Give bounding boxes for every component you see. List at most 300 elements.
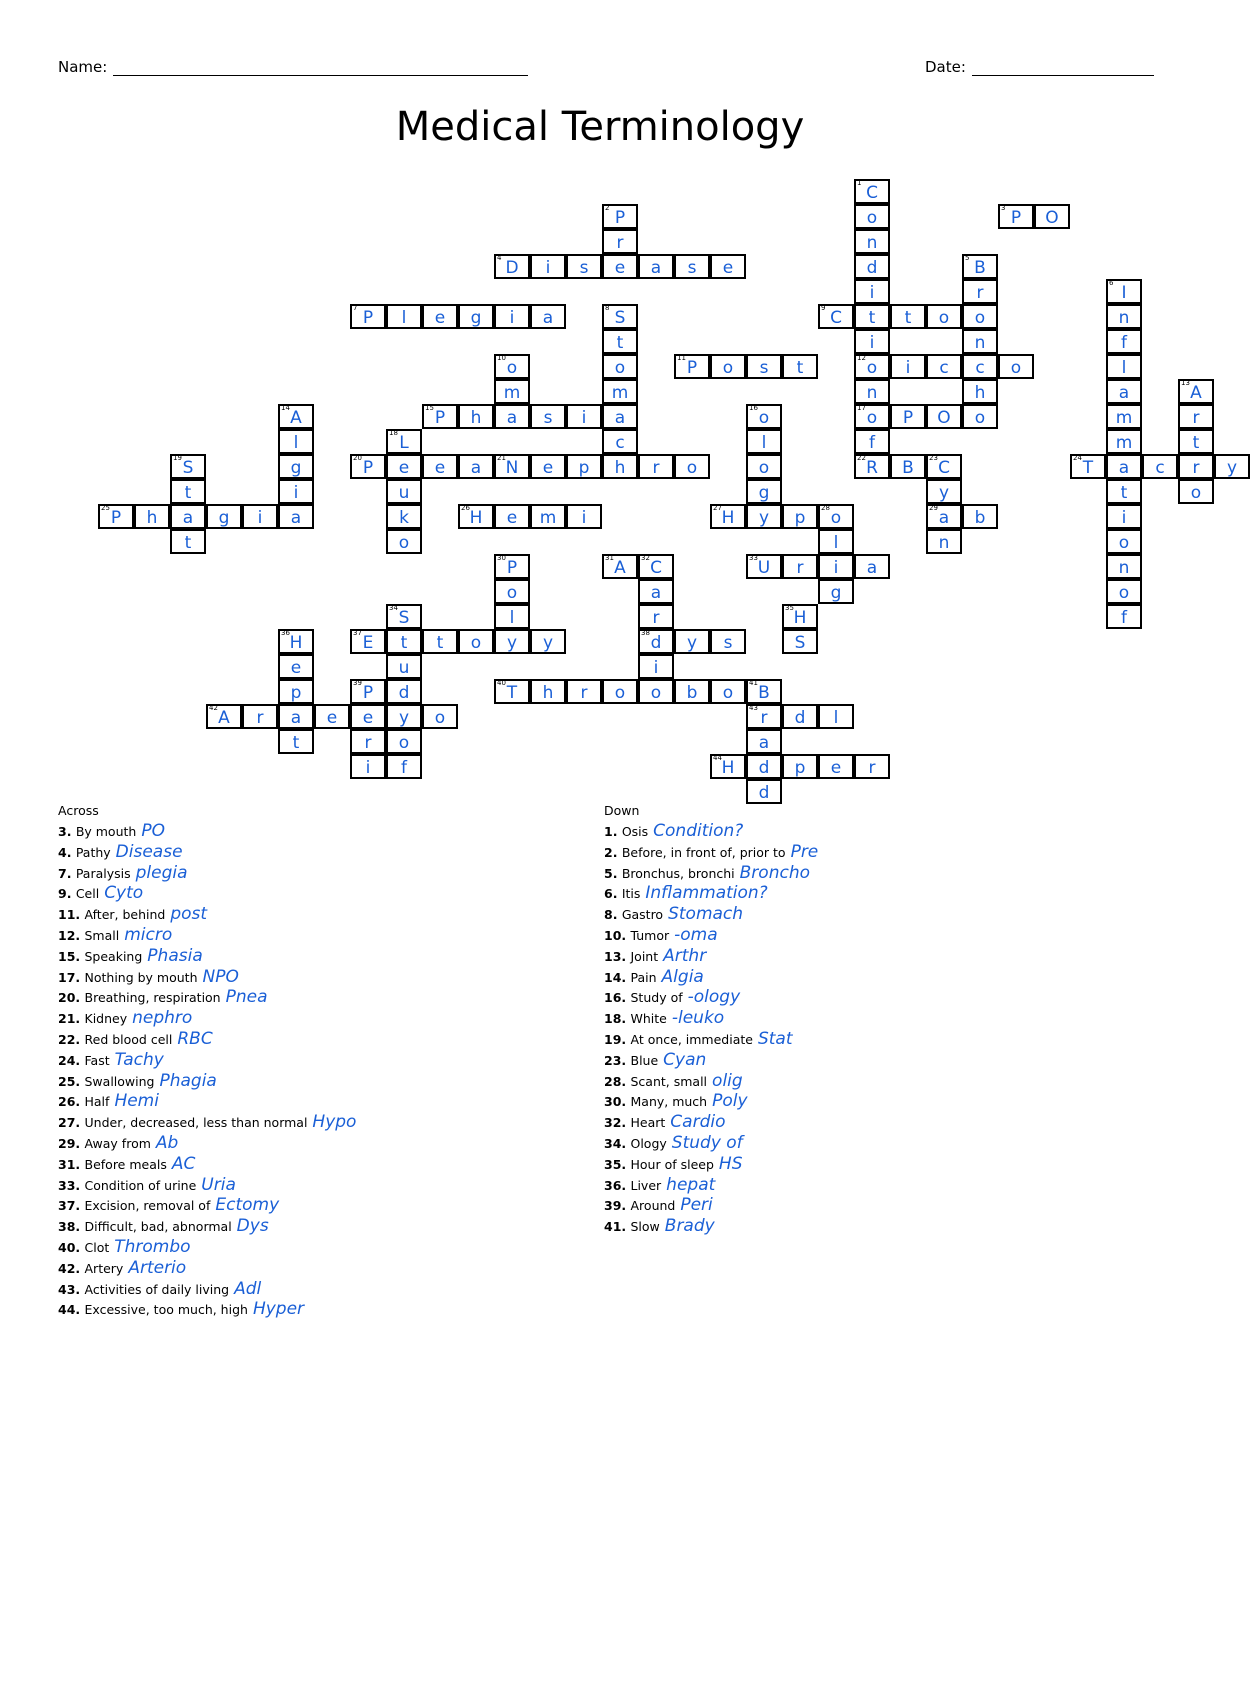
grid-cell[interactable] xyxy=(602,204,638,229)
handwritten-letter: m xyxy=(611,383,629,403)
grid-cell[interactable] xyxy=(782,629,818,654)
grid-cell[interactable] xyxy=(854,379,890,404)
handwritten-answer: HS xyxy=(718,1153,743,1174)
grid-cell[interactable] xyxy=(854,354,890,379)
grid-cell[interactable] xyxy=(458,404,494,429)
grid-cell[interactable] xyxy=(458,629,494,654)
handwritten-letter: h xyxy=(614,458,626,478)
grid-cell[interactable] xyxy=(170,454,206,479)
grid-cell[interactable] xyxy=(890,354,926,379)
handwritten-letter: a xyxy=(470,458,482,478)
grid-cell[interactable] xyxy=(134,504,170,529)
grid-cell[interactable] xyxy=(746,554,782,579)
grid-cell[interactable] xyxy=(710,679,746,704)
grid-cell[interactable] xyxy=(494,304,530,329)
grid-cell[interactable] xyxy=(602,554,638,579)
clue-item xyxy=(604,1050,818,1071)
handwritten-letter: l xyxy=(761,433,767,453)
handwritten-letter: o xyxy=(1118,533,1130,553)
grid-cell[interactable] xyxy=(854,279,890,304)
clue-number: 35. xyxy=(604,1156,631,1172)
grid-cell[interactable] xyxy=(746,354,782,379)
grid-cell[interactable] xyxy=(674,254,710,279)
grid-cell[interactable] xyxy=(926,454,962,479)
grid-cell[interactable] xyxy=(494,629,530,654)
grid-cell[interactable] xyxy=(566,679,602,704)
grid-cell[interactable] xyxy=(1214,454,1250,479)
grid-cell[interactable] xyxy=(494,604,530,629)
clue-number: 7. xyxy=(58,865,76,881)
clue-item xyxy=(58,1029,356,1050)
grid-cell[interactable] xyxy=(854,454,890,479)
handwritten-letter: a xyxy=(182,508,194,528)
grid-cell[interactable] xyxy=(1106,479,1142,504)
grid-cell[interactable] xyxy=(422,304,458,329)
grid-cell[interactable] xyxy=(530,629,566,654)
grid-cell[interactable] xyxy=(386,654,422,679)
clue-item xyxy=(58,1050,356,1071)
handwritten-letter: s xyxy=(723,633,733,653)
clue-item xyxy=(604,1112,818,1133)
handwritten-letter: H xyxy=(289,633,303,653)
handwritten-letter: s xyxy=(687,258,697,278)
grid-cell[interactable] xyxy=(386,304,422,329)
handwritten-letter: i xyxy=(1121,508,1127,528)
clue-item xyxy=(58,967,356,988)
grid-cell[interactable] xyxy=(1106,579,1142,604)
grid-cell[interactable] xyxy=(818,304,854,329)
grid-cell[interactable] xyxy=(422,404,458,429)
grid-cell[interactable] xyxy=(854,204,890,229)
clue-item xyxy=(604,842,818,863)
grid-cell[interactable] xyxy=(1070,454,1106,479)
grid-cell[interactable] xyxy=(638,579,674,604)
grid-cell[interactable] xyxy=(1106,379,1142,404)
grid-cell[interactable] xyxy=(350,454,386,479)
grid-cell[interactable] xyxy=(854,429,890,454)
grid-cell[interactable] xyxy=(1106,329,1142,354)
handwritten-answer: Phasia xyxy=(147,945,203,966)
grid-cell[interactable] xyxy=(962,279,998,304)
handwritten-letter: e xyxy=(290,658,302,678)
grid-cell[interactable] xyxy=(494,354,530,379)
grid-cell[interactable] xyxy=(854,329,890,354)
grid-cell[interactable] xyxy=(566,254,602,279)
grid-cell[interactable] xyxy=(1106,404,1142,429)
grid-cell[interactable] xyxy=(98,504,134,529)
clue-item xyxy=(58,1008,356,1029)
grid-cell[interactable] xyxy=(278,479,314,504)
clue-text: Study of xyxy=(630,990,683,1006)
grid-cell[interactable] xyxy=(494,554,530,579)
handwritten-letter: p xyxy=(578,458,590,478)
grid-cell[interactable] xyxy=(1106,554,1142,579)
grid-cell[interactable] xyxy=(386,704,422,729)
clue-item xyxy=(604,1154,818,1175)
grid-cell[interactable] xyxy=(926,304,962,329)
clue-text: Fast xyxy=(84,1052,110,1068)
clue-number: 44. xyxy=(58,1302,85,1318)
clue-item xyxy=(604,987,818,1008)
clue-text: Nothing by mouth xyxy=(84,969,198,985)
clue-number: 42. xyxy=(58,1260,85,1276)
handwritten-letter: o xyxy=(866,208,878,228)
grid-cell[interactable] xyxy=(854,179,890,204)
handwritten-letter: i xyxy=(581,408,587,428)
grid-cell[interactable] xyxy=(638,654,674,679)
grid-cell[interactable] xyxy=(422,454,458,479)
grid-cell[interactable] xyxy=(350,704,386,729)
grid-cell[interactable] xyxy=(638,454,674,479)
grid-cell[interactable] xyxy=(386,529,422,554)
name-label: Name: xyxy=(58,58,108,76)
grid-cell[interactable] xyxy=(746,429,782,454)
clue-text: White xyxy=(630,1011,667,1027)
grid-cell[interactable] xyxy=(494,579,530,604)
grid-cell[interactable] xyxy=(602,379,638,404)
handwritten-answer: Tachy xyxy=(114,1049,164,1070)
grid-cell[interactable] xyxy=(962,354,998,379)
grid-cell[interactable] xyxy=(890,304,926,329)
grid-cell[interactable] xyxy=(602,254,638,279)
clue-number: 32 xyxy=(641,554,650,562)
grid-cell[interactable] xyxy=(494,454,530,479)
grid-cell[interactable] xyxy=(710,504,746,529)
grid-cell[interactable] xyxy=(386,679,422,704)
grid-cell[interactable] xyxy=(782,554,818,579)
grid-cell[interactable] xyxy=(890,404,926,429)
grid-cell[interactable] xyxy=(206,704,242,729)
grid-cell[interactable] xyxy=(854,404,890,429)
clue-number: 14. xyxy=(604,969,631,985)
handwritten-letter: r xyxy=(796,558,804,578)
handwritten-letter: i xyxy=(545,258,551,278)
clue-number: 13. xyxy=(604,948,631,964)
grid-cell[interactable] xyxy=(422,629,458,654)
grid-cell[interactable] xyxy=(638,254,674,279)
handwritten-letter: f xyxy=(1121,333,1127,353)
grid-cell[interactable] xyxy=(566,404,602,429)
grid-cell[interactable] xyxy=(674,454,710,479)
grid-cell[interactable] xyxy=(1178,479,1214,504)
handwritten-letter: e xyxy=(434,458,446,478)
handwritten-letter: g xyxy=(290,458,302,478)
grid-cell[interactable] xyxy=(458,504,494,529)
grid-cell[interactable] xyxy=(314,704,350,729)
clue-number: 29. xyxy=(58,1135,85,1151)
grid-cell[interactable] xyxy=(278,729,314,754)
clue-number: 9 xyxy=(821,304,826,312)
grid-cell[interactable] xyxy=(746,504,782,529)
grid-cell[interactable] xyxy=(386,604,422,629)
grid-cell[interactable] xyxy=(602,304,638,329)
grid-cell[interactable] xyxy=(674,629,710,654)
clue-text: Around xyxy=(630,1198,676,1214)
grid-cell[interactable] xyxy=(386,429,422,454)
grid-cell[interactable] xyxy=(350,729,386,754)
grid-cell[interactable] xyxy=(350,629,386,654)
grid-cell[interactable] xyxy=(962,254,998,279)
grid-cell[interactable] xyxy=(746,454,782,479)
grid-cell[interactable] xyxy=(350,304,386,329)
handwritten-letter: r xyxy=(652,608,660,628)
grid-cell[interactable] xyxy=(458,304,494,329)
grid-cell[interactable] xyxy=(962,379,998,404)
grid-cell[interactable] xyxy=(890,454,926,479)
grid-cell[interactable] xyxy=(1178,429,1214,454)
grid-cell[interactable] xyxy=(782,354,818,379)
handwritten-letter: o xyxy=(974,308,986,328)
handwritten-answer: olig xyxy=(712,1070,743,1091)
grid-cell[interactable] xyxy=(998,354,1034,379)
handwritten-answer: Study of xyxy=(671,1132,743,1153)
handwritten-answer: Ab xyxy=(155,1132,179,1153)
grid-cell[interactable] xyxy=(782,504,818,529)
grid-cell[interactable] xyxy=(386,479,422,504)
grid-cell[interactable] xyxy=(170,529,206,554)
handwritten-letter: t xyxy=(1192,433,1200,453)
grid-cell[interactable] xyxy=(494,379,530,404)
clue-number: 43 xyxy=(749,704,758,712)
handwritten-answer: RBC xyxy=(177,1028,213,1049)
grid-cell[interactable] xyxy=(278,654,314,679)
grid-cell[interactable] xyxy=(278,404,314,429)
handwritten-letter: u xyxy=(398,483,410,503)
clue-number: 27. xyxy=(58,1115,85,1131)
handwritten-letter: y xyxy=(506,633,518,653)
grid-cell[interactable] xyxy=(422,704,458,729)
grid-cell[interactable] xyxy=(710,254,746,279)
grid-cell[interactable] xyxy=(386,729,422,754)
grid-cell[interactable] xyxy=(530,679,566,704)
grid-cell[interactable] xyxy=(602,354,638,379)
handwritten-letter: t xyxy=(1120,483,1128,503)
handwritten-letter: i xyxy=(833,558,839,578)
grid-cell[interactable] xyxy=(278,429,314,454)
clue-number: 34. xyxy=(604,1135,631,1151)
grid-cell[interactable] xyxy=(746,479,782,504)
clue-number: 31 xyxy=(605,554,614,562)
grid-cell[interactable] xyxy=(926,354,962,379)
grid-cell[interactable] xyxy=(818,754,854,779)
handwritten-letter: B xyxy=(758,683,770,703)
grid-cell[interactable] xyxy=(638,554,674,579)
grid-cell[interactable] xyxy=(1106,429,1142,454)
grid-cell[interactable] xyxy=(710,754,746,779)
grid-cell[interactable] xyxy=(350,754,386,779)
page-title: Medical Terminology xyxy=(395,104,805,150)
grid-cell[interactable] xyxy=(962,329,998,354)
grid-cell[interactable] xyxy=(782,754,818,779)
clue-number: 20. xyxy=(58,990,85,1006)
grid-cell[interactable] xyxy=(818,529,854,554)
grid-cell[interactable] xyxy=(926,504,962,529)
clue-item xyxy=(58,1112,356,1133)
grid-cell[interactable] xyxy=(782,604,818,629)
clue-item xyxy=(58,1154,356,1175)
clue-item xyxy=(58,863,356,884)
clue-number: 11. xyxy=(58,907,85,923)
handwritten-letter: g xyxy=(218,508,230,528)
grid-cell[interactable] xyxy=(854,304,890,329)
handwritten-letter: E xyxy=(362,633,374,653)
handwritten-letter: O xyxy=(937,408,951,428)
grid-cell[interactable] xyxy=(602,429,638,454)
grid-cell[interactable] xyxy=(710,354,746,379)
grid-cell[interactable] xyxy=(494,504,530,529)
grid-cell[interactable] xyxy=(1106,454,1142,479)
across-heading: Across xyxy=(58,803,99,818)
grid-cell[interactable] xyxy=(854,229,890,254)
grid-cell[interactable] xyxy=(386,454,422,479)
grid-cell[interactable] xyxy=(1106,529,1142,554)
grid-cell[interactable] xyxy=(386,504,422,529)
down-heading: Down xyxy=(604,803,640,818)
grid-cell[interactable] xyxy=(278,454,314,479)
grid-cell[interactable] xyxy=(1106,279,1142,304)
grid-cell[interactable] xyxy=(494,679,530,704)
grid-cell[interactable] xyxy=(962,504,998,529)
grid-cell[interactable] xyxy=(1142,454,1178,479)
grid-cell[interactable] xyxy=(962,404,998,429)
grid-cell[interactable] xyxy=(530,404,566,429)
grid-cell[interactable] xyxy=(530,254,566,279)
grid-cell[interactable] xyxy=(242,504,278,529)
handwritten-answer: AC xyxy=(171,1153,196,1174)
grid-cell[interactable] xyxy=(1106,304,1142,329)
grid-cell[interactable] xyxy=(746,754,782,779)
grid-cell[interactable] xyxy=(1106,604,1142,629)
grid-cell[interactable] xyxy=(458,454,494,479)
grid-cell[interactable] xyxy=(530,304,566,329)
handwritten-answer: Hypo xyxy=(312,1112,357,1133)
grid-cell[interactable] xyxy=(638,679,674,704)
clue-text: Joint xyxy=(630,948,659,964)
grid-cell[interactable] xyxy=(170,479,206,504)
grid-cell[interactable] xyxy=(1106,354,1142,379)
handwritten-answer: Stat xyxy=(757,1028,793,1049)
grid-cell[interactable] xyxy=(602,404,638,429)
clue-number: 38. xyxy=(58,1219,85,1235)
handwritten-letter: o xyxy=(974,408,986,428)
grid-cell[interactable] xyxy=(818,504,854,529)
grid-cell[interactable] xyxy=(602,329,638,354)
handwritten-letter: S xyxy=(794,633,806,653)
grid-cell[interactable] xyxy=(278,629,314,654)
grid-cell[interactable] xyxy=(638,629,674,654)
grid-cell[interactable] xyxy=(638,604,674,629)
grid-cell[interactable] xyxy=(242,704,278,729)
grid-cell[interactable] xyxy=(602,679,638,704)
grid-cell[interactable] xyxy=(278,679,314,704)
clue-number: 1 xyxy=(857,179,862,187)
handwritten-letter: P xyxy=(1010,208,1022,228)
clue-number: 11 xyxy=(677,354,686,362)
grid-cell[interactable] xyxy=(818,554,854,579)
grid-cell[interactable] xyxy=(746,404,782,429)
grid-cell[interactable] xyxy=(278,704,314,729)
grid-cell[interactable] xyxy=(386,754,422,779)
grid-cell[interactable] xyxy=(386,629,422,654)
grid-cell[interactable] xyxy=(854,554,890,579)
clue-number: 19. xyxy=(604,1031,631,1047)
grid-cell[interactable] xyxy=(746,729,782,754)
clue-text: Red blood cell xyxy=(84,1031,173,1047)
grid-cell[interactable] xyxy=(206,504,242,529)
grid-cell[interactable] xyxy=(1178,379,1214,404)
grid-cell[interactable] xyxy=(278,504,314,529)
clue-item xyxy=(604,883,818,904)
grid-cell[interactable] xyxy=(854,754,890,779)
grid-cell[interactable] xyxy=(566,504,602,529)
grid-cell[interactable] xyxy=(602,454,638,479)
grid-cell[interactable] xyxy=(350,679,386,704)
grid-cell[interactable] xyxy=(710,629,746,654)
clue-text: Hour of sleep xyxy=(630,1156,714,1172)
clue-number: 26. xyxy=(58,1094,85,1110)
handwritten-letter: i xyxy=(869,333,875,353)
handwritten-answer: Pre xyxy=(790,841,819,862)
handwritten-letter: o xyxy=(758,458,770,478)
grid-cell[interactable] xyxy=(746,704,782,729)
handwritten-letter: d xyxy=(794,708,806,728)
grid-cell[interactable] xyxy=(170,504,206,529)
handwritten-letter: a xyxy=(1118,383,1130,403)
grid-cell[interactable] xyxy=(926,529,962,554)
handwritten-letter: t xyxy=(292,733,300,753)
handwritten-letter: P xyxy=(362,683,374,703)
handwritten-letter: o xyxy=(722,358,734,378)
grid-cell[interactable] xyxy=(1178,454,1214,479)
grid-cell[interactable] xyxy=(530,504,566,529)
handwritten-letter: a xyxy=(938,508,950,528)
grid-cell[interactable] xyxy=(494,404,530,429)
grid-cell[interactable] xyxy=(854,254,890,279)
grid-cell[interactable] xyxy=(962,304,998,329)
grid-cell[interactable] xyxy=(1178,404,1214,429)
grid-cell[interactable] xyxy=(566,454,602,479)
grid-cell[interactable] xyxy=(818,579,854,604)
grid-cell[interactable] xyxy=(926,479,962,504)
grid-cell[interactable] xyxy=(602,229,638,254)
handwritten-answer: hepat xyxy=(666,1174,716,1195)
handwritten-letter: l xyxy=(1121,358,1127,378)
grid-cell[interactable] xyxy=(1106,504,1142,529)
handwritten-letter: h xyxy=(974,383,986,403)
grid-cell[interactable] xyxy=(494,254,530,279)
clue-number: 7 xyxy=(353,304,358,312)
grid-cell[interactable] xyxy=(1034,204,1070,229)
grid-cell[interactable] xyxy=(674,679,710,704)
handwritten-letter: P xyxy=(614,208,626,228)
grid-cell[interactable] xyxy=(674,354,710,379)
clue-item xyxy=(58,1175,356,1196)
grid-cell[interactable] xyxy=(998,204,1034,229)
clue-text: Before, in front of, prior to xyxy=(621,844,786,860)
clue-item xyxy=(604,904,818,925)
grid-cell[interactable] xyxy=(782,704,818,729)
clue-number: 23. xyxy=(604,1052,631,1068)
handwritten-letter: r xyxy=(1192,408,1200,428)
grid-cell[interactable] xyxy=(530,454,566,479)
handwritten-letter: n xyxy=(1118,308,1130,328)
grid-cell[interactable] xyxy=(746,679,782,704)
grid-cell[interactable] xyxy=(926,404,962,429)
handwritten-letter: L xyxy=(399,433,409,453)
clue-item xyxy=(604,925,818,946)
clue-number: 36. xyxy=(604,1177,631,1193)
grid-cell[interactable] xyxy=(818,704,854,729)
